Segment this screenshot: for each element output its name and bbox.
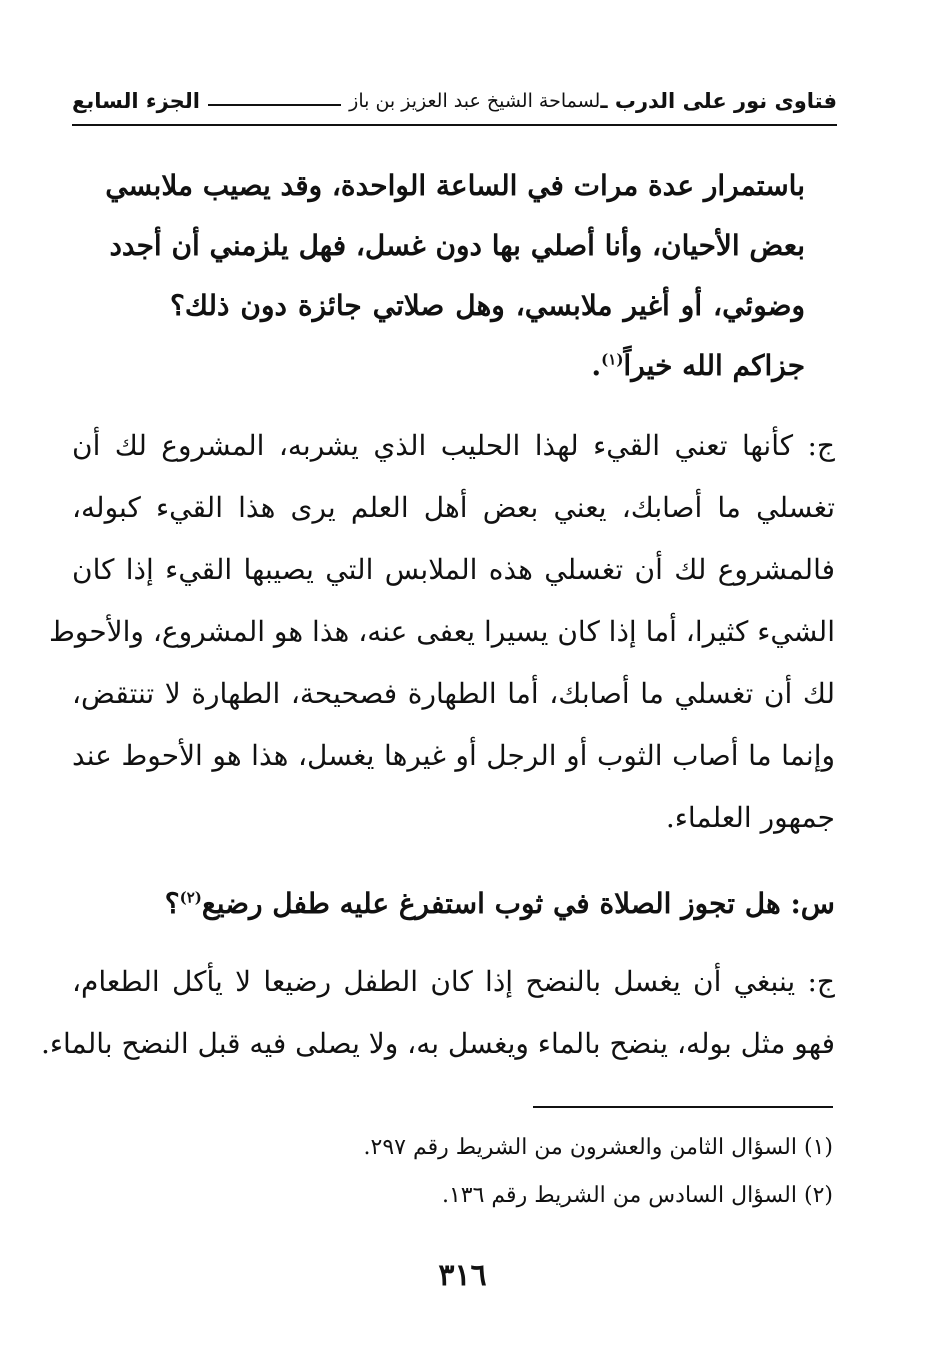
answer2-line: فهو مثل بوله، ينضح بالماء ويغسل به، ولا يصلى فيه قبل النضح بالماء. [40, 1027, 835, 1060]
footnote-ref-2: (٢) [179, 888, 202, 907]
answer2-line: ج: ينبغي أن يغسل بالنضح إذا كان الطفل رضيعا لا يأكل الطعام، [72, 965, 835, 998]
question1-end-mark: . [591, 349, 602, 382]
question1-line: بعض الأحيان، وأنا أصلي بها دون غسل، فهل يلزمني أن أجدد [109, 229, 805, 262]
header-rule [72, 124, 837, 126]
answer1-line: لك أن تغسلي ما أصابك، أما الطهارة فصحيحة، الطهارة لا تنتقض، [72, 677, 835, 710]
header-dash-line [208, 104, 341, 106]
answer1-line: فالمشروع لك أن تغسلي هذه الملابس التي يصيبها القيء إذا كان [72, 553, 835, 586]
question1-line: وضوئي، أو أغير ملابسي، وهل صلاتي جائزة دون ذلك؟ [170, 289, 805, 322]
answer1-line: تغسلي ما أصابك، يعني بعض أهل العلم يرى هذا القيء كبوله، [72, 491, 835, 524]
footnote-2: (٢) السؤال السادس من الشريط رقم ١٣٦. [441, 1183, 833, 1208]
question1-line: باستمرار عدة مرات في الساعة الواحدة، وقد يصيب ملابسي [105, 169, 805, 202]
answer1-line: ج: كأنها تعني القيء لهذا الحليب الذي يشربه، المشروع لك أن [72, 429, 835, 462]
question2-line [72, 874, 835, 934]
question1-line [170, 336, 805, 396]
author-name: لسماحة الشيخ عبد العزيز بن باز [349, 90, 601, 112]
volume-part: الجزء السابع [72, 89, 200, 113]
answer1-line: وإنما ما أصاب الثوب أو الرجل أو غيرها يغسل، هذا هو الأحوط عند [72, 739, 835, 772]
question2-text: س: هل تجوز الصلاة في ثوب استفرغ عليه طفل رضيع [201, 887, 835, 920]
question2-end-mark: ؟ [164, 887, 180, 920]
page-number: ٣١٦ [438, 1258, 487, 1293]
running-header [72, 84, 837, 118]
question1-closing-text: جزاكم الله خيراً [623, 349, 805, 382]
footnote-ref-1: (١) [601, 350, 624, 369]
answer1-line: جمهور العلماء. [665, 801, 835, 834]
footnote-rule [533, 1106, 833, 1108]
book-title: فتاوى نور على الدرب ـ [600, 89, 837, 113]
answer1-line: الشيء كثيرا، أما إذا كان يسيرا يعفى عنه، هذا هو المشروع، والأحوط [48, 615, 835, 648]
footnote-1: (١) السؤال الثامن والعشرون من الشريط رقم ٢٩٧. [363, 1135, 833, 1160]
